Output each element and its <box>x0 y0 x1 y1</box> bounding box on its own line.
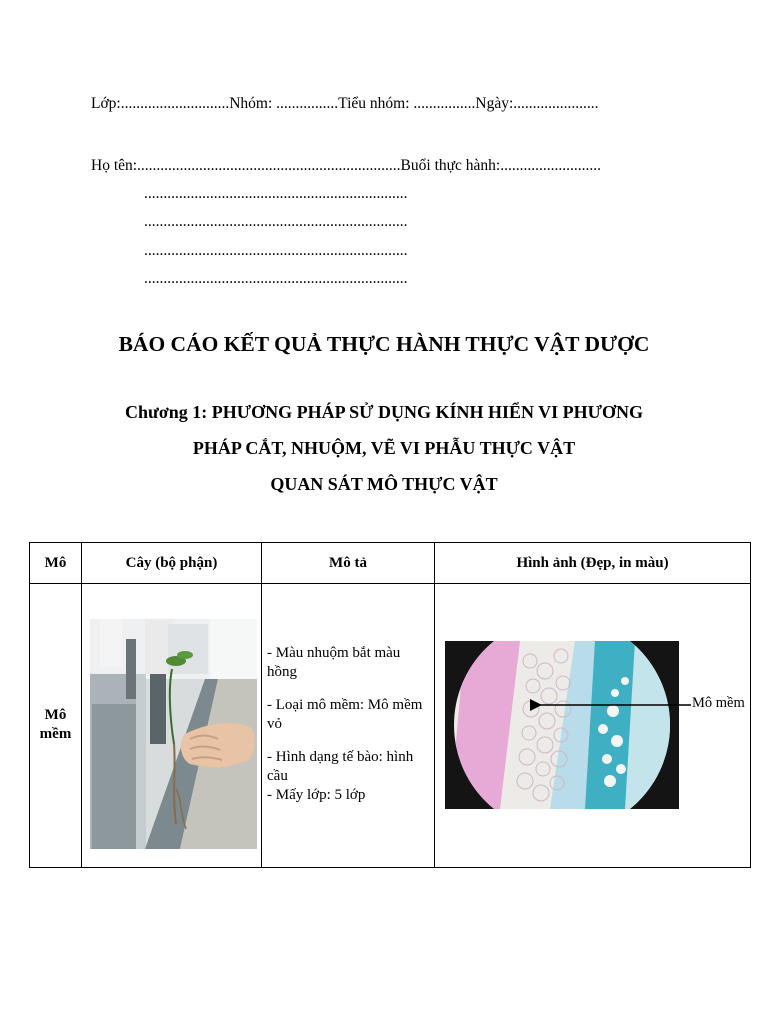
tissue-name <box>30 706 81 744</box>
description-item-layers: - Mấy lớp: 5 lớp <box>267 787 366 803</box>
chapter-heading-line1: Chương 1: PHƯƠNG PHÁP SỬ DỤNG KÍNH HIỂN VI PHƯƠNG <box>125 402 643 422</box>
table-header-row <box>30 543 751 584</box>
header-description: Mô tả <box>262 543 435 584</box>
description-item-stain: - Màu nhuộm bắt màu hồng <box>267 645 401 680</box>
tissue-name-line1: Mô <box>44 707 67 723</box>
report-title: BÁO CÁO KẾT QUẢ THỰC HÀNH THỰC VẬT DƯỢC <box>118 332 650 356</box>
name-continuation-line: .................................................................... <box>144 185 408 202</box>
chapter-heading-line3: QUAN SÁT MÔ THỰC VẬT <box>270 474 498 494</box>
header-plant-part: Cây (bộ phận) <box>82 543 262 584</box>
tissue-name-line2: mềm <box>39 726 72 742</box>
name-continuation-line: .................................................................... <box>144 242 408 259</box>
plant-sample-image <box>90 619 257 849</box>
description-item-type: - Loại mô mềm: Mô mềm vỏ <box>267 697 423 732</box>
description-cell <box>262 584 435 868</box>
name-continuation-line: .................................................................... <box>144 213 408 230</box>
table-row <box>30 584 751 868</box>
plant-part-cell <box>82 584 262 868</box>
name-continuation-line: .................................................................... <box>144 270 408 287</box>
tissue-cell <box>30 584 82 868</box>
micrograph-photo <box>445 641 679 809</box>
micrograph-image <box>445 641 679 809</box>
chapter-heading-line2: PHÁP CẮT, NHUỘM, VẼ VI PHẪU THỰC VẬT <box>192 438 576 458</box>
results-table <box>29 542 751 868</box>
class-group-date-line: Lớp:............................Nhóm: ................Tiểu nhóm: ................Ngày:...................... <box>91 95 599 112</box>
description-item-shape: - Hình dạng tế bào: hình cầu <box>267 749 414 784</box>
image-cell <box>435 584 751 868</box>
name-session-line: Họ tên:....................................................................Buổi thực hành:.......................... <box>91 157 601 174</box>
description-list <box>267 644 432 805</box>
header-image: Hình ảnh (Đẹp, in màu) <box>435 543 751 584</box>
plant-sample-photo <box>90 619 257 849</box>
annotation-label: Mô mềm <box>692 695 745 711</box>
header-tissue: Mô <box>30 543 82 584</box>
